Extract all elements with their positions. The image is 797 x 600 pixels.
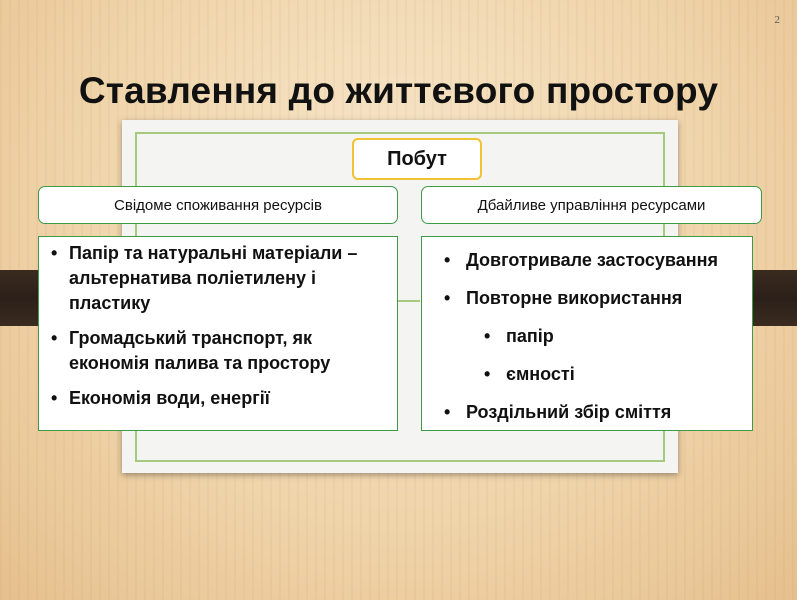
connector-line	[398, 300, 420, 302]
sub-list-item: • папір	[484, 317, 744, 355]
left-branch-header: Свідоме споживання ресурсів	[38, 186, 398, 224]
right-branch-content	[421, 236, 753, 431]
slide-number: 2	[774, 14, 780, 26]
list-item: • Папір та натуральні матеріали – альтернатива поліетилену і пластику	[51, 241, 387, 316]
list-item: • Громадський транспорт, як економія палива та простору	[51, 326, 387, 376]
left-branch-content	[38, 236, 398, 431]
slide-title: Ставлення до життєвого простору	[78, 70, 719, 111]
right-branch-header: Дбайливе управління ресурсами	[421, 186, 762, 224]
sub-list-item: • ємності	[484, 355, 744, 393]
left-bullet-list	[39, 237, 397, 411]
right-bullet-list	[422, 237, 752, 431]
list-item: • Економія води, енергії	[51, 386, 387, 411]
list-item: • Роздільний збір сміття	[444, 393, 744, 431]
root-node: Побут	[352, 138, 482, 180]
list-item: • Повторне використання	[444, 279, 744, 317]
list-item: • Довготривале застосування	[444, 241, 744, 279]
